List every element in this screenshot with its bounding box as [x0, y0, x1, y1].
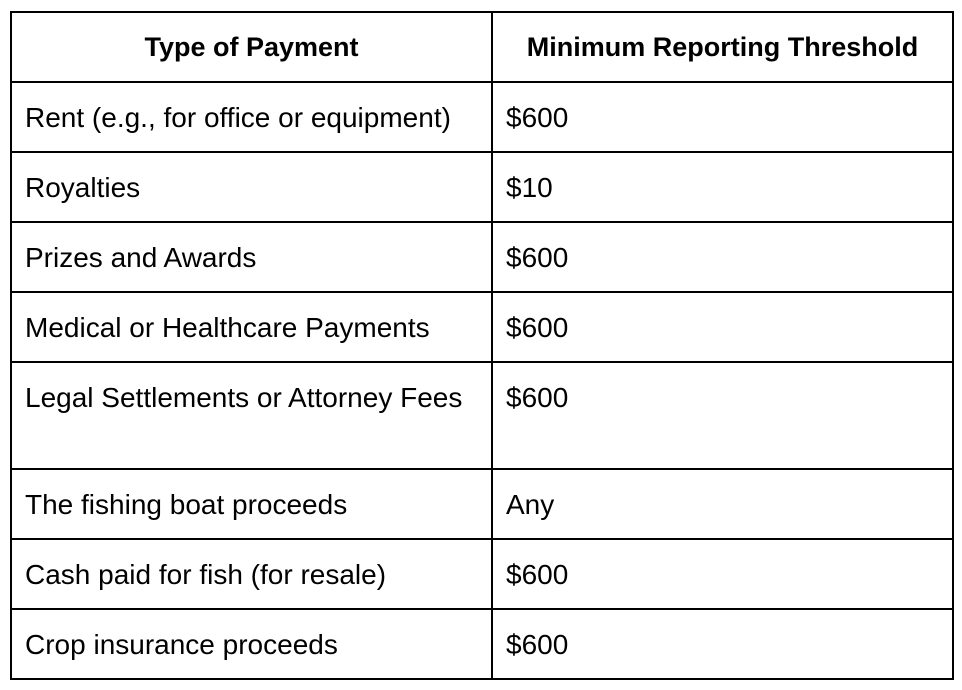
payment-type-cell: Medical or Healthcare Payments — [11, 292, 492, 362]
threshold-cell: $600 — [492, 222, 953, 292]
table-row — [11, 539, 953, 609]
payment-type-cell: Cash paid for fish (for resale) — [11, 539, 492, 609]
threshold-cell: $600 — [492, 292, 953, 362]
payment-type-cell: Rent (e.g., for office or equipment) — [11, 82, 492, 152]
table-row — [11, 82, 953, 152]
threshold-cell: $600 — [492, 362, 953, 469]
payment-type-cell: Royalties — [11, 152, 492, 222]
table-row — [11, 609, 953, 679]
payment-type-cell: Legal Settlements or Attorney Fees — [11, 362, 492, 469]
threshold-cell: Any — [492, 469, 953, 539]
header-row — [11, 12, 953, 82]
payment-type-cell: Prizes and Awards — [11, 222, 492, 292]
table-row — [11, 292, 953, 362]
payment-type-cell: Crop insurance proceeds — [11, 609, 492, 679]
table-row — [11, 362, 953, 469]
table-row — [11, 152, 953, 222]
threshold-cell: $600 — [492, 609, 953, 679]
table-row — [11, 469, 953, 539]
threshold-cell: $10 — [492, 152, 953, 222]
header-type-of-payment: Type of Payment — [11, 12, 492, 82]
threshold-cell: $600 — [492, 82, 953, 152]
payment-type-cell: The fishing boat proceeds — [11, 469, 492, 539]
table-row — [11, 222, 953, 292]
header-minimum-reporting-threshold: Minimum Reporting Threshold — [492, 12, 953, 82]
threshold-cell: $600 — [492, 539, 953, 609]
payment-threshold-table — [10, 11, 954, 680]
